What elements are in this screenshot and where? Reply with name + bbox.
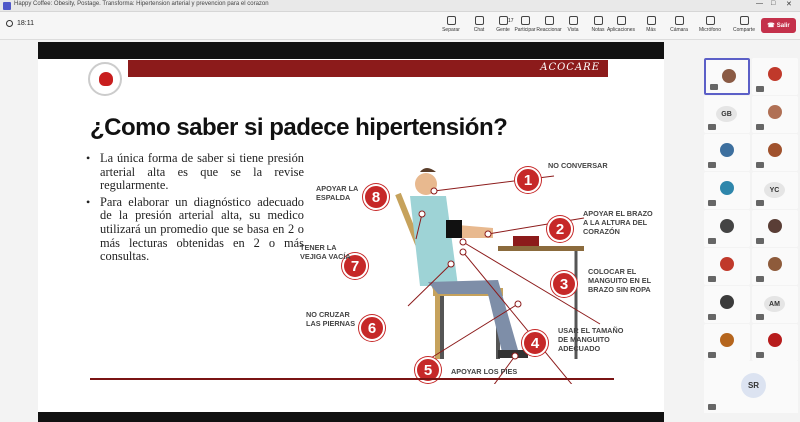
muted-mic-icon	[756, 352, 764, 358]
slide-banner	[128, 60, 608, 77]
muted-mic-icon	[756, 86, 764, 92]
participant-tile[interactable]	[752, 286, 798, 323]
participant-video-avatar	[768, 67, 782, 81]
chat-icon	[475, 16, 484, 25]
slide-bottom-line	[90, 378, 614, 380]
muted-mic-icon	[708, 200, 716, 206]
shared-screen-top-bar	[38, 42, 664, 59]
muted-mic-icon	[756, 238, 764, 244]
people-count-badge: 17	[508, 18, 514, 24]
participant-tile[interactable]	[704, 134, 750, 171]
minimize-button[interactable]: —	[756, 0, 763, 7]
participant-video-avatar	[768, 143, 782, 157]
toolbar-item-label: Separar	[442, 27, 460, 33]
participant-video-avatar	[768, 219, 782, 233]
notes-icon	[594, 16, 603, 25]
participant-tile[interactable]	[704, 324, 750, 361]
participant-initials: GB	[716, 106, 737, 122]
muted-mic-icon	[710, 84, 718, 90]
teams-logo-icon	[3, 2, 11, 10]
share-button[interactable]	[731, 16, 757, 38]
muted-mic-icon	[756, 276, 764, 282]
participant-tile[interactable]	[752, 324, 798, 361]
slide-bullets	[86, 152, 304, 267]
participant-video-avatar	[720, 295, 734, 309]
toolbar-item-label: Participar	[514, 27, 536, 33]
participant-video-avatar	[720, 181, 734, 195]
callout-label: USAR EL TAMAÑO DE MANGUITO ADECUADO	[558, 326, 624, 353]
toolbar-item-label: Notas	[591, 27, 605, 33]
muted-mic-icon	[756, 124, 764, 130]
muted-mic-icon	[708, 276, 716, 282]
toolbar-item-label: Vista	[567, 27, 579, 33]
callout-label: APOYAR LA ESPALDA	[316, 184, 359, 202]
camera-label: Cámara	[670, 27, 688, 33]
participant-tile[interactable]	[752, 134, 798, 171]
plus-icon	[617, 16, 626, 25]
participant-tile[interactable]	[752, 210, 798, 247]
muted-mic-icon	[756, 314, 764, 320]
toolbar-item-label: Chat	[473, 27, 485, 33]
raise-hand-icon	[521, 16, 530, 25]
callout-label: APOYAR EL BRAZO A LA ALTURA DEL CORAZÓN	[583, 209, 653, 236]
participant-initials: AM	[764, 296, 785, 312]
toolbar-más-button[interactable]	[638, 16, 664, 38]
callout-number-badge: 4	[522, 330, 548, 356]
smile-icon	[545, 16, 554, 25]
callout-number-badge: 7	[342, 253, 368, 279]
meeting-timer-text: 18:11	[17, 20, 34, 27]
grid-icon	[569, 16, 578, 25]
toolbar-aplicaciones-button[interactable]	[608, 16, 634, 38]
bullet-item: • Para elaborar un diagnóstico adecuado de la presión arterial alta, su medico utilizará un promedio que se basa en 2 o más lecturas obtenidas en 2 o más consultas.	[86, 194, 304, 264]
slide-brand: ACOCARE	[540, 62, 600, 73]
microphone-button[interactable]	[697, 16, 723, 38]
leave-button[interactable]	[761, 18, 796, 33]
shared-screen-bottom-bar	[38, 412, 664, 422]
heart-mascot-logo	[88, 62, 122, 96]
participant-tile[interactable]	[704, 361, 798, 413]
toolbar-vista-button[interactable]	[560, 16, 586, 38]
leave-label: Salir	[776, 22, 790, 29]
callout-number-badge: 1	[515, 167, 541, 193]
participant-initials: SR	[741, 373, 766, 398]
toolbar-item-label: Gente	[496, 27, 510, 33]
participant-tile[interactable]	[704, 248, 750, 285]
toolbar-item-label: Reaccionar	[536, 27, 562, 33]
toolbar-separar-button[interactable]	[438, 16, 464, 38]
callout-number-badge: 8	[363, 184, 389, 210]
shared-screen	[38, 42, 664, 422]
slide-title: ¿Como saber si padece hipertensión?	[90, 114, 508, 141]
callout-label: NO CONVERSAR	[548, 161, 608, 170]
participant-tile[interactable]	[704, 210, 750, 247]
participant-video-avatar	[720, 333, 734, 347]
muted-mic-icon	[708, 162, 716, 168]
participant-tile[interactable]	[752, 58, 798, 95]
participant-video-avatar	[720, 257, 734, 271]
meeting-status-icon	[6, 20, 13, 27]
muted-mic-icon	[756, 200, 764, 206]
callout-label: APOYAR LOS PIES	[451, 367, 518, 376]
callout-label: NO CRUZAR LAS PIERNAS	[306, 310, 356, 328]
microphone-label: Micrófono	[699, 27, 721, 33]
participant-tile[interactable]	[752, 96, 798, 133]
participant-tile[interactable]	[752, 248, 798, 285]
callout-number-badge: 2	[547, 216, 573, 242]
participant-tile[interactable]	[704, 286, 750, 323]
window-title: Happy Coffee: Obesity, Postage. Transforma: Hipertension arterial y prevencion para el corazon	[14, 1, 269, 7]
separate-icon	[447, 16, 456, 25]
phone-icon: ☎	[767, 23, 775, 29]
participant-tile[interactable]	[752, 172, 798, 209]
microphone-icon	[706, 16, 715, 25]
muted-mic-icon	[708, 238, 716, 244]
toolbar-item-label: Más	[646, 27, 656, 33]
callout-label: COLOCAR EL MANGUITO EN EL BRAZO SIN ROPA	[588, 267, 652, 294]
participant-initials: YC	[764, 182, 785, 198]
callout-number-badge: 5	[415, 357, 441, 383]
meeting-toolbar	[0, 12, 800, 40]
camera-icon	[675, 16, 684, 25]
participant-tile[interactable]	[704, 58, 750, 95]
people-icon	[499, 16, 508, 25]
participant-tile[interactable]	[704, 96, 750, 133]
participant-video-avatar	[720, 143, 734, 157]
maximize-button[interactable]: □	[771, 0, 776, 7]
camera-button[interactable]	[666, 16, 692, 38]
muted-mic-icon	[708, 404, 716, 410]
window-titlebar	[0, 0, 800, 12]
toolbar-participar-button[interactable]	[512, 16, 538, 38]
participant-video-avatar	[722, 69, 736, 83]
muted-mic-icon	[708, 124, 716, 130]
bullet-text: Para elaborar un diagnóstico adecuado de la presión arterial alta, su medico utilizará un promedio que se basa en 2 o más lecturas obtenidas en 2 o más consultas.	[100, 194, 304, 264]
meeting-timer	[6, 20, 34, 27]
share-label: Comparte	[733, 27, 755, 33]
toolbar-item-label: Aplicaciones	[606, 27, 636, 33]
callout-number-badge: 6	[359, 315, 385, 341]
muted-mic-icon	[756, 162, 764, 168]
close-window-button[interactable]: ✕	[786, 1, 792, 8]
muted-mic-icon	[708, 352, 716, 358]
muted-mic-icon	[708, 314, 716, 320]
callout-number-badge: 3	[551, 271, 577, 297]
participant-video-avatar	[768, 105, 782, 119]
toolbar-reaccionar-button[interactable]	[536, 16, 562, 38]
participant-video-avatar	[768, 257, 782, 271]
toolbar-chat-button[interactable]	[466, 16, 492, 38]
more-icon	[647, 16, 656, 25]
bullet-item: • La única forma de saber si tiene presión arterial alta es que se la revise regularmente.	[86, 151, 304, 193]
share-icon	[740, 16, 749, 25]
bullet-text: La única forma de saber si tiene presión arterial alta es que se la revise regularmente.	[100, 151, 304, 193]
participant-video-avatar	[720, 219, 734, 233]
participant-tile[interactable]	[704, 172, 750, 209]
participant-video-avatar	[768, 333, 782, 347]
callout-label: TENER LA VEJIGA VACÍA	[300, 243, 351, 261]
